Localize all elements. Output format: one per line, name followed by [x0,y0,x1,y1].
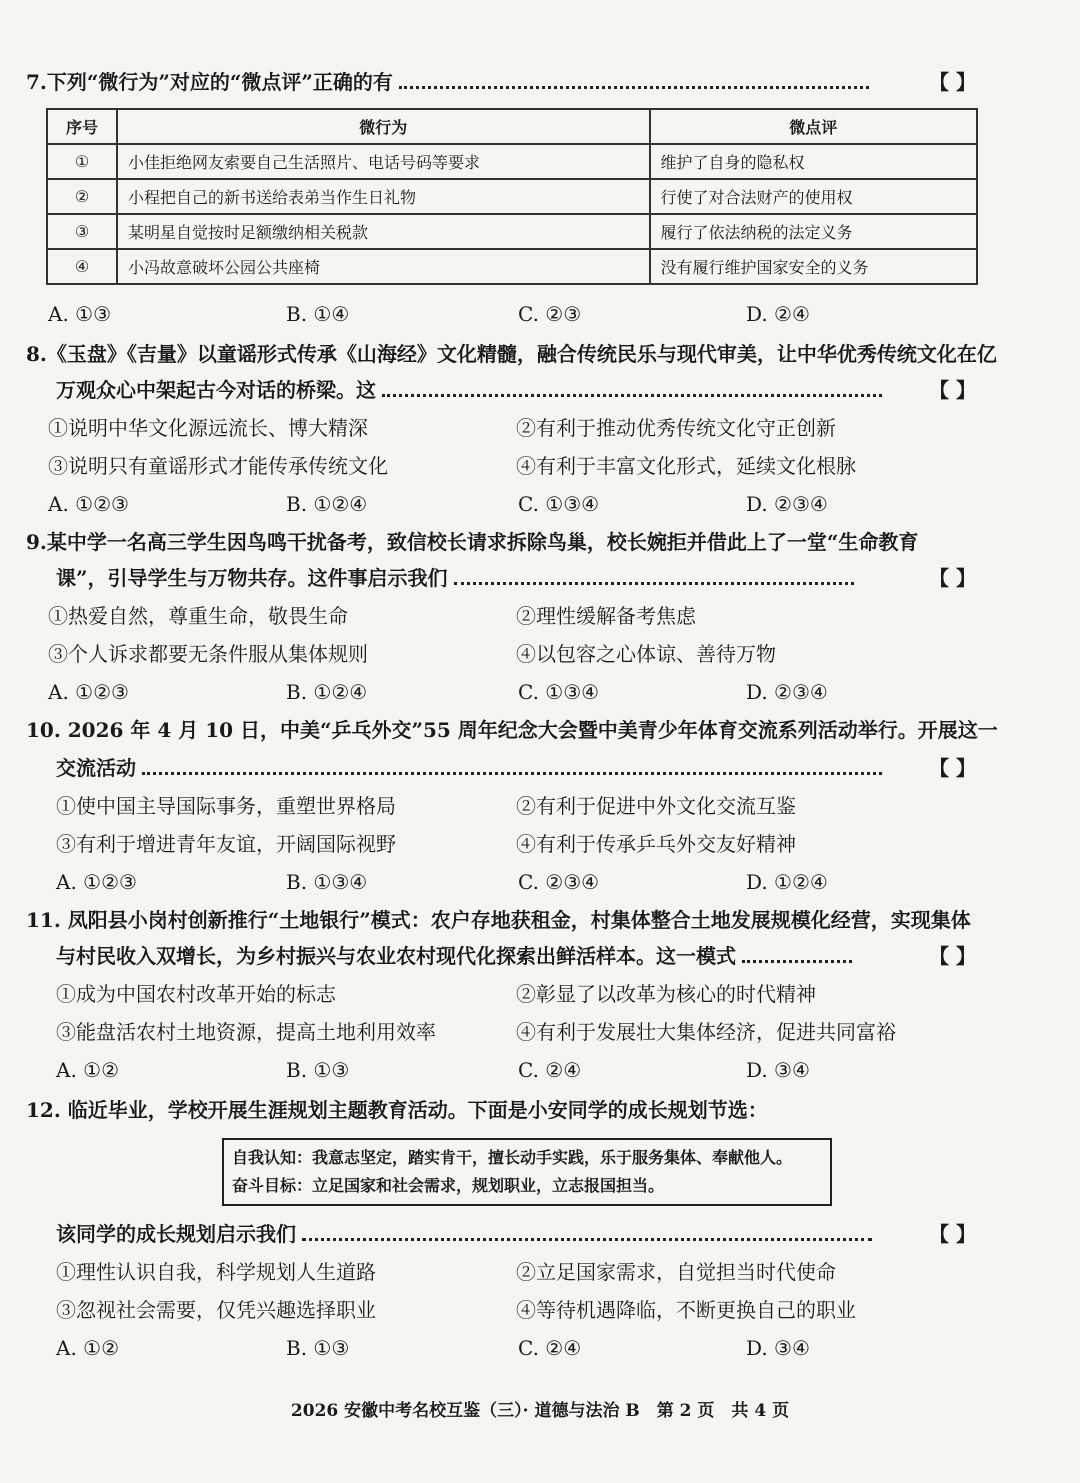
q12-answer-c[interactable]: C. ②④ [518,1336,582,1360]
q9-item-3: ③个人诉求都要无条件服从集体规则 [48,642,368,666]
table-row [47,214,977,249]
q8-item-1: ①说明中华文化源远流长、博大精深 [48,416,368,440]
leader-dots [142,764,882,775]
table-row [47,144,977,179]
table-header-behavior: 微行为 [117,109,650,144]
row-num: ② [47,179,117,214]
leader-dots [382,386,882,397]
leader-dots [454,574,854,585]
q9-answer-bracket: 【 】 [929,566,976,590]
q12-answer-d[interactable]: D. ③④ [746,1336,810,1360]
q10-stem-text: 交流活动 [56,756,136,780]
q10-answer-d[interactable]: D. ①②④ [746,870,828,894]
q12-answer-b[interactable]: B. ①③ [286,1336,350,1360]
q8-stem-line2 [56,376,1056,404]
row-comment: 维护了自身的隐私权 [650,144,978,179]
row-comment: 行使了对合法财产的使用权 [650,179,978,214]
q10-answer-bracket: 【 】 [929,756,976,780]
q7-stem [26,68,1026,96]
q10-stem-line1: 10. 2026 年 4 月 10 日，中美“乒乓外交”55 周年纪念大会暨中美青少年体育交流系列活动举行。开展这一 [26,718,998,742]
q8-item-2: ②有利于推动优秀传统文化守正创新 [516,416,836,440]
q9-stem-line1: 9.某中学一名高三学生因鸟鸣干扰备考，致信校长请求拆除鸟巢，校长婉拒并借此上了一堂“生命教育 [26,530,919,554]
q11-answer-b[interactable]: B. ①③ [286,1058,350,1082]
q11-answer-d[interactable]: D. ③④ [746,1058,810,1082]
row-behavior: 某明星自觉按时足额缴纳相关税款 [117,214,650,249]
q9-stem-text: 课”，引导学生与万物共存。这件事启示我们 [56,566,448,590]
q12-stem-line1: 12. 临近毕业，学校开展生涯规划主题教育活动。下面是小安同学的成长规划节选： [26,1098,768,1122]
q11-stem-text: 与村民收入双增长，为乡村振兴与农业农村现代化探索出鲜活样本。这一模式 [56,944,736,968]
q9-answer-c[interactable]: C. ①③④ [518,680,600,704]
q12-item-2: ②立足国家需求，自觉担当时代使命 [516,1260,836,1284]
row-num: ① [47,144,117,179]
q12-answer-a[interactable]: A. ①② [56,1336,120,1360]
q11-item-4: ④有利于发展壮大集体经济，促进共同富裕 [516,1020,896,1044]
page-footer: 2026 安徽中考名校互鉴（三）· 道德与法治 B 第 2 页 共 4 页 [290,1401,790,1421]
q9-item-1: ①热爱自然，尊重生命，敬畏生命 [48,604,348,628]
row-behavior: 小冯故意破坏公园公共座椅 [117,249,650,284]
q10-item-1: ①使中国主导国际事务，重塑世界格局 [56,794,396,818]
q8-answer-b[interactable]: B. ①②④ [286,492,368,516]
table-row [47,249,977,284]
q9-answer-d[interactable]: D. ②③④ [746,680,828,704]
q12-stem-text: 该同学的成长规划启示我们 [56,1222,296,1246]
q10-item-2: ②有利于促进中外文化交流互鉴 [516,794,796,818]
q7-answer-a[interactable]: A. ①③ [48,302,112,326]
table-header-comment: 微点评 [650,109,978,144]
q9-answer-b[interactable]: B. ①②④ [286,680,368,704]
q9-item-4: ④以包容之心体谅、善待万物 [516,642,776,666]
q8-answer-c[interactable]: C. ①③④ [518,492,600,516]
q8-stem-text: 万观众心中架起古今对话的桥梁。这 [56,378,376,402]
q11-item-3: ③能盘活农村土地资源，提高土地利用效率 [56,1020,436,1044]
row-behavior: 小程把自己的新书送给表弟当作生日礼物 [117,179,650,214]
q12-plan-box [222,1138,832,1206]
q11-item-2: ②彰显了以改革为核心的时代精神 [516,982,816,1006]
q12-self-awareness: 自我认知：我意志坚定，踏实肯干，擅长动手实践，乐于服务集体、奉献他人。 [232,1148,793,1167]
q11-answer-bracket: 【 】 [929,944,976,968]
q8-answer-bracket: 【 】 [929,378,976,402]
leader-dots [399,78,869,89]
q8-stem-line1: 8.《玉盘》《吉量》以童谣形式传承《山海经》文化精髓，融合传统民乐与现代审美，让中华优秀传统文化在亿 [26,342,997,366]
q11-stem-line2 [56,942,1056,970]
q8-item-4: ④有利于丰富文化形式，延续文化根脉 [516,454,856,478]
q7-answer-c[interactable]: C. ②③ [518,302,582,326]
leader-dots [302,1230,872,1241]
q9-item-2: ②理性缓解备考焦虑 [516,604,696,628]
q11-stem-line1: 11. 凤阳县小岗村创新推行“土地银行”模式：农户存地获租金，村集体整合土地发展规模化经营，实现集体 [26,908,971,932]
row-behavior: 小佳拒绝网友索要自己生活照片、电话号码等要求 [117,144,650,179]
q11-item-1: ①成为中国农村改革开始的标志 [56,982,336,1006]
q11-answer-c[interactable]: C. ②④ [518,1058,582,1082]
q12-item-4: ④等待机遇降临，不断更换自己的职业 [516,1298,856,1322]
row-num: ④ [47,249,117,284]
leader-dots [742,952,852,963]
table-row [47,179,977,214]
q7-answer-bracket: 【 】 [929,70,976,94]
q8-item-3: ③说明只有童谣形式才能传承传统文化 [48,454,388,478]
table-header-row [47,109,977,144]
q9-stem-line2 [56,564,1056,592]
q11-answer-a[interactable]: A. ①② [56,1058,120,1082]
q10-item-3: ③有利于增进青年友谊，开阔国际视野 [56,832,396,856]
q7-stem-text: 7.下列“微行为”对应的“微点评”正确的有 [26,70,393,94]
q7-answer-d[interactable]: D. ②④ [746,302,810,326]
q12-goal: 奋斗目标：立足国家和社会需求，规划职业，立志报国担当。 [232,1176,665,1195]
row-num: ③ [47,214,117,249]
q10-answer-a[interactable]: A. ①②③ [56,870,137,894]
row-comment: 没有履行维护国家安全的义务 [650,249,978,284]
q10-stem-line2 [56,754,1056,782]
q12-answer-bracket: 【 】 [929,1222,976,1246]
row-comment: 履行了依法纳税的法定义务 [650,214,978,249]
q10-item-4: ④有利于传承乒乓外交友好精神 [516,832,796,856]
q10-answer-c[interactable]: C. ②③④ [518,870,600,894]
q8-answer-a[interactable]: A. ①②③ [48,492,129,516]
q9-answer-a[interactable]: A. ①②③ [48,680,129,704]
q8-answer-d[interactable]: D. ②③④ [746,492,828,516]
table-header-num: 序号 [47,109,117,144]
q7-table [46,108,978,285]
q7-answer-b[interactable]: B. ①④ [286,302,350,326]
q12-item-3: ③忽视社会需要，仅凭兴趣选择职业 [56,1298,376,1322]
q10-answer-b[interactable]: B. ①③④ [286,870,368,894]
q12-stem-line2 [56,1220,1056,1248]
q12-item-1: ①理性认识自我，科学规划人生道路 [56,1260,376,1284]
